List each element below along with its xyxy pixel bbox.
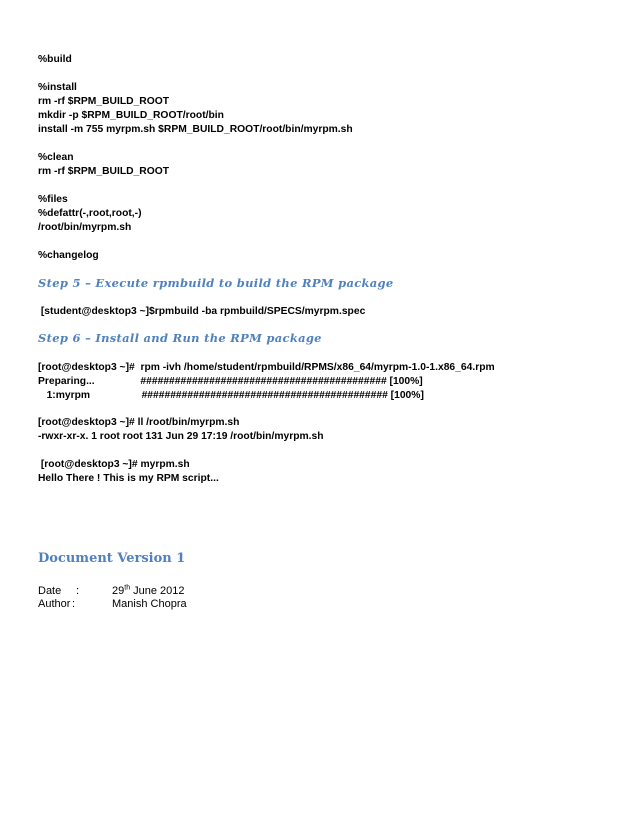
build-directive: %build xyxy=(38,54,72,65)
step-6-list-command: [root@desktop3 ~]# ll /root/bin/myrpm.sh xyxy=(38,417,240,428)
author-separator: : xyxy=(72,598,76,610)
step-6-heading: Step 6 – Install and Run the RPM package xyxy=(38,331,322,345)
step-6-list-output: -rwxr-xr-x. 1 root root 131 Jun 29 17:19 /root/bin/myrpm.sh xyxy=(38,431,324,442)
changelog-directive: %changelog xyxy=(38,250,99,261)
date-suffix: th xyxy=(124,584,131,592)
step-6-run-command: [root@desktop3 ~]# myrpm.sh xyxy=(38,459,190,470)
files-path: /root/bin/myrpm.sh xyxy=(38,222,132,233)
date-separator: : xyxy=(76,585,80,597)
install-command-3: install -m 755 myrpm.sh $RPM_BUILD_ROOT/root/bin/myrpm.sh xyxy=(38,124,353,135)
step-6-run-output: Hello There ! This is my RPM script... xyxy=(38,473,219,484)
files-directive: %files xyxy=(38,194,68,205)
step-5-heading: Step 5 – Execute rpmbuild to build the RPM package xyxy=(38,276,394,290)
step-6-preparing: Preparing... ########################################### [100%] xyxy=(38,376,423,387)
step-6-install-progress: 1:myrpm ########################################### [100%] xyxy=(38,390,424,401)
install-directive: %install xyxy=(38,82,77,93)
date-rest: June 2012 xyxy=(130,585,185,597)
author-value: Manish Chopra xyxy=(112,598,187,610)
document-version-heading: Document Version 1 xyxy=(38,551,186,566)
date-value xyxy=(112,585,185,598)
install-command-2: mkdir -p $RPM_BUILD_ROOT/root/bin xyxy=(38,110,224,121)
step-6-install-command: [root@desktop3 ~]# rpm -ivh /home/student/rpmbuild/RPMS/x86_64/myrpm-1.0-1.x86_64.rpm xyxy=(38,362,495,373)
author-label: Author xyxy=(38,598,71,610)
step-5-command: [student@desktop3 ~]$rpmbuild -ba rpmbuild/SPECS/myrpm.spec xyxy=(38,306,366,317)
date-label: Date xyxy=(38,585,62,597)
files-defattr: %defattr(-,root,root,-) xyxy=(38,208,142,219)
date-day: 29 xyxy=(112,585,125,597)
clean-directive: %clean xyxy=(38,152,74,163)
clean-command: rm -rf $RPM_BUILD_ROOT xyxy=(38,166,170,177)
install-command-1: rm -rf $RPM_BUILD_ROOT xyxy=(38,96,170,107)
